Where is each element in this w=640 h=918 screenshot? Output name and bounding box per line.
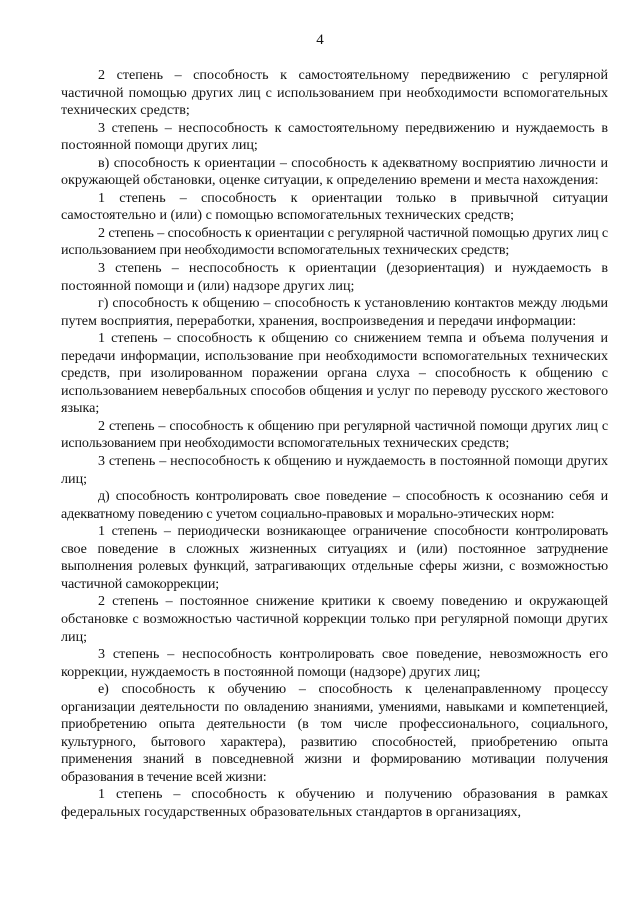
paragraph-learning-definition: е) способность к обучению – способность к целенаправленному процессу организации деятельности по овладению знаниями, умениями, навыками и компетенцией, приобретению опыта деятельности (в том числе профессионального, социального, культурного, бытового характера), развитию способностей, приобретению опыта применения знаний в повседневной жизни и формированию мотивации получения образования в течение всей жизни:: [61, 681, 608, 785]
paragraph-communication-degree-2: 2 степень – способность к общению при регулярной частичной помощи других лиц с использованием при необходимости вспомогательных технических средств;: [61, 417, 608, 452]
paragraph-behavior-degree-2: 2 степень – постоянное снижение критики к своему поведению и окружающей обстановке с возможностью частичной коррекции только при регулярной помощи других лиц;: [61, 593, 608, 645]
paragraph-behavior-definition: д) способность контролировать свое поведение – способность к осознанию себя и адекватному поведению с учетом социально-правовых и морально-этических норм:: [61, 488, 608, 522]
paragraph-behavior-degree-3: 3 степень – неспособность контролировать свое поведение, невозможность его коррекции, нуждаемость в постоянной помощи (надзоре) других лиц;: [61, 646, 608, 680]
page-number: 4: [316, 32, 324, 48]
paragraph-learning-degree-1: 1 степень – способность к обучению и получению образования в рамках федеральных государственных образовательных стандартов в организациях,: [61, 786, 608, 820]
paragraph-orientation-degree-1: 1 степень – способность к ориентации только в привычной ситуации самостоятельно и (или) с помощью вспомогательных технических средств;: [61, 189, 608, 224]
paragraph-orientation-definition: в) способность к ориентации – способность к адекватному восприятию личности и окружающей обстановки, оценке ситуации, к определению времени и места нахождения:: [61, 154, 608, 189]
document-body: [61, 67, 608, 822]
paragraph-orientation-degree-3: 3 степень – неспособность к ориентации (дезориентация) и нуждаемость в постоянной помощи и (или) надзоре других лиц;: [61, 260, 608, 294]
paragraph-behavior-degree-1: 1 степень – периодически возникающее ограничение способности контролировать свое поведение в сложных жизненных ситуациях и (или) постоянное затруднение выполнения ролевых функций, затрагивающих отдельные сферы жизни, с возможностью частичной самокоррекции;: [61, 523, 608, 592]
paragraph-communication-definition: г) способность к общению – способность к установлению контактов между людьми путем восприятия, переработки, хранения, воспроизведения и передачи информации:: [61, 295, 608, 329]
paragraph-communication-degree-1: 1 степень – способность к общению со снижением темпа и объема получения и передачи информации, использование при необходимости вспомогательных технических средств, при изолированном поражении органа слуха – способность к общению с использованием невербальных способов общения и услуг по переводу русского жестового языка;: [61, 330, 608, 417]
paragraph-mobility-degree-3: 3 степень – неспособность к самостоятельному передвижению и нуждаемость в постоянной помощи других лиц;: [61, 119, 608, 154]
paragraph-orientation-degree-2: 2 степень – способность к ориентации с регулярной частичной помощью других лиц с использованием при необходимости вспомогательных технических средств;: [61, 224, 608, 259]
paragraph-mobility-degree-2: 2 степень – способность к самостоятельному передвижению с регулярной частичной помощью других лиц с использованием при необходимости вспомогательных технических средств;: [61, 67, 608, 119]
paragraph-communication-degree-3: 3 степень – неспособность к общению и нуждаемость в постоянной помощи других лиц;: [61, 453, 608, 487]
